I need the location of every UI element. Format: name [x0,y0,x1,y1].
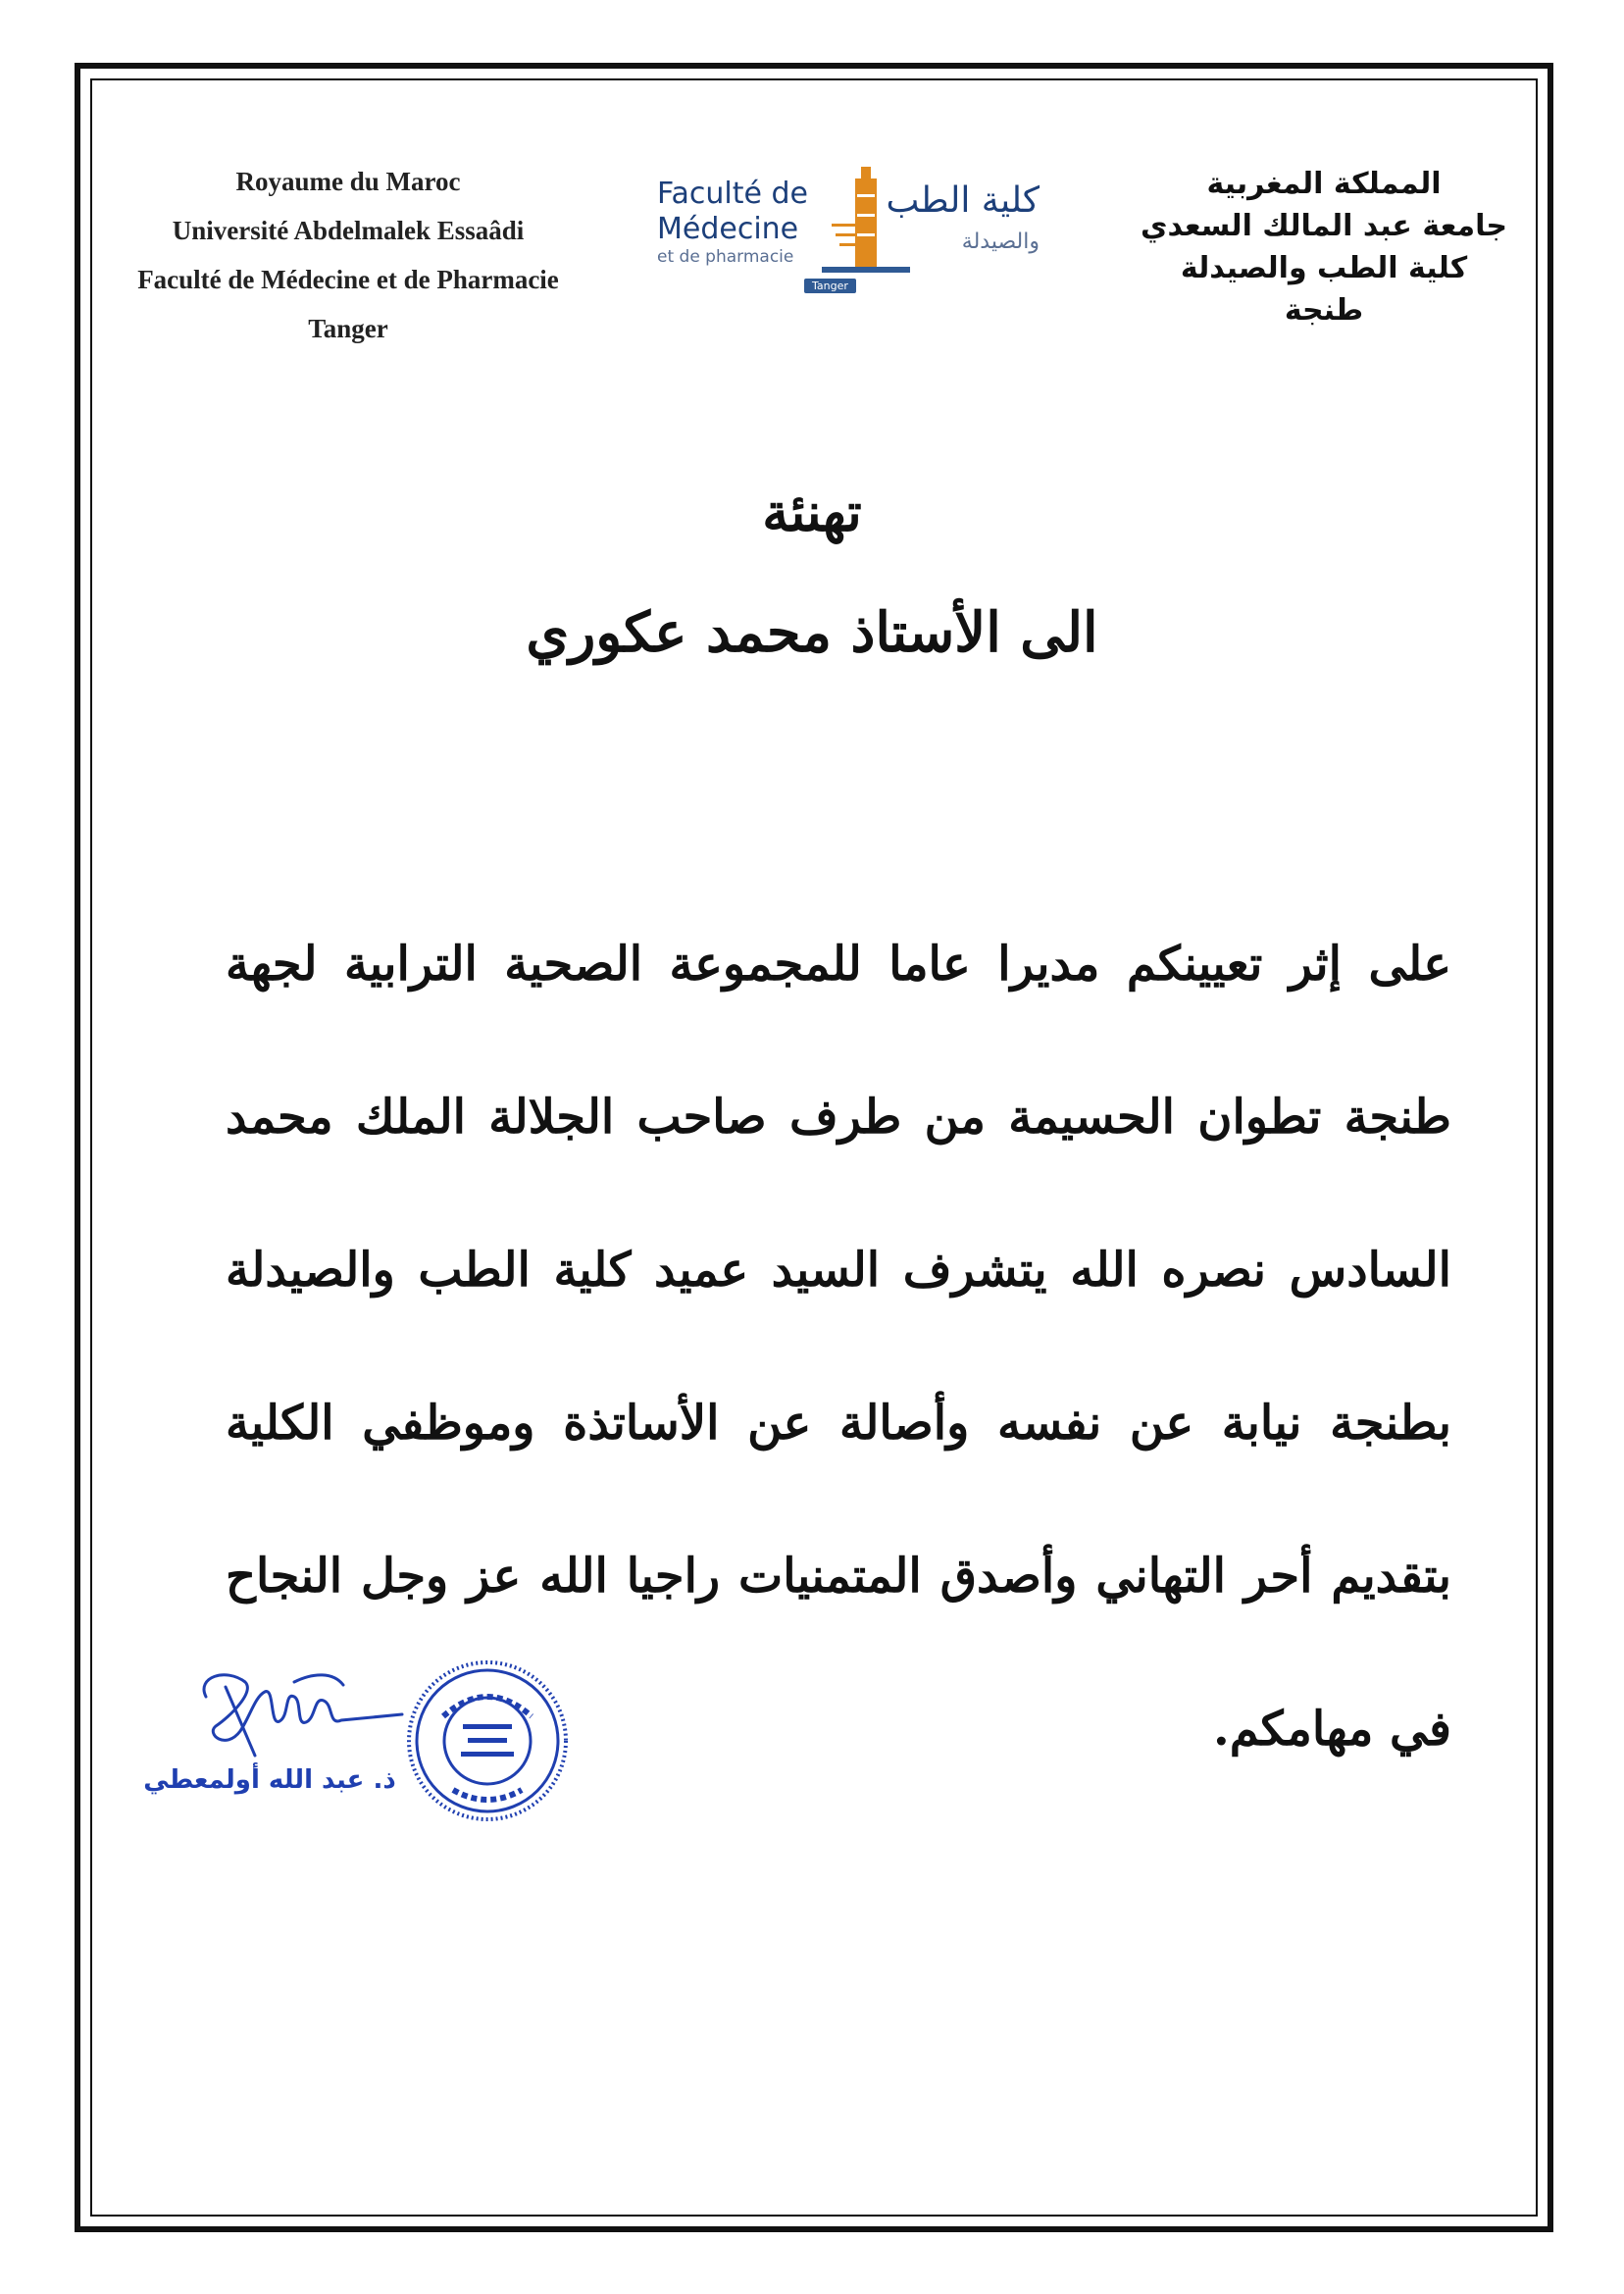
header-fr-line-1: Royaume du Maroc [235,167,461,196]
faculty-logo [647,165,1059,302]
logo-fr-line-2: Médecine [657,212,799,246]
logo-ar-line-1: كلية الطب [886,180,1040,221]
header-arabic [1118,163,1530,331]
header-ar-line-1: المملكة المغربية [1206,167,1442,201]
handwritten-signature [186,1657,412,1775]
header-ar-line-4: طنجة [1284,293,1364,328]
header-fr-line-3: Faculté de Médecine et de Pharmacie [137,265,559,294]
logo-ar-line-2: والصيدلة [961,229,1040,254]
official-stamp-icon [404,1657,571,1824]
logo-fr-line-1: Faculté de [657,177,808,211]
header-fr-line-4: Tanger [308,314,388,343]
logo-city-badge: Tanger [804,279,856,293]
header-fr-line-2: Université Abdelmalek Essaâdi [172,216,525,245]
letter-title: تهنئة [762,481,862,543]
header-french [98,157,598,353]
letter-body: على إثر تعيينكم مديرا عاما للمجموعة الصحية الترابية لجهة طنجة تطوان الحسيمة من طرف صاحب الجلالة الملك محمد السادس نصره الله يتشرف السيد عميد كلية الطب والصيدلة بطنجة نيابة عن نفسه وأصالة عن الأساتذة وموظفي الكلية بتقديم أحر التهاني وأصدق المتمنيات راجيا الله عز وجل النجاح في مهامكم. [226,937,1452,1757]
header-ar-line-2: جامعة عبد المالك السعدي [1141,209,1507,243]
header-ar-line-3: كلية الطب والصيدلة [1180,251,1468,285]
letter-recipient: الى الأستاذ محمد عكوري [526,600,1098,665]
logo-fr-line-3: et de pharmacie [657,247,794,267]
signer-name: ذ. عبد الله أولمعطي [143,1765,396,1795]
